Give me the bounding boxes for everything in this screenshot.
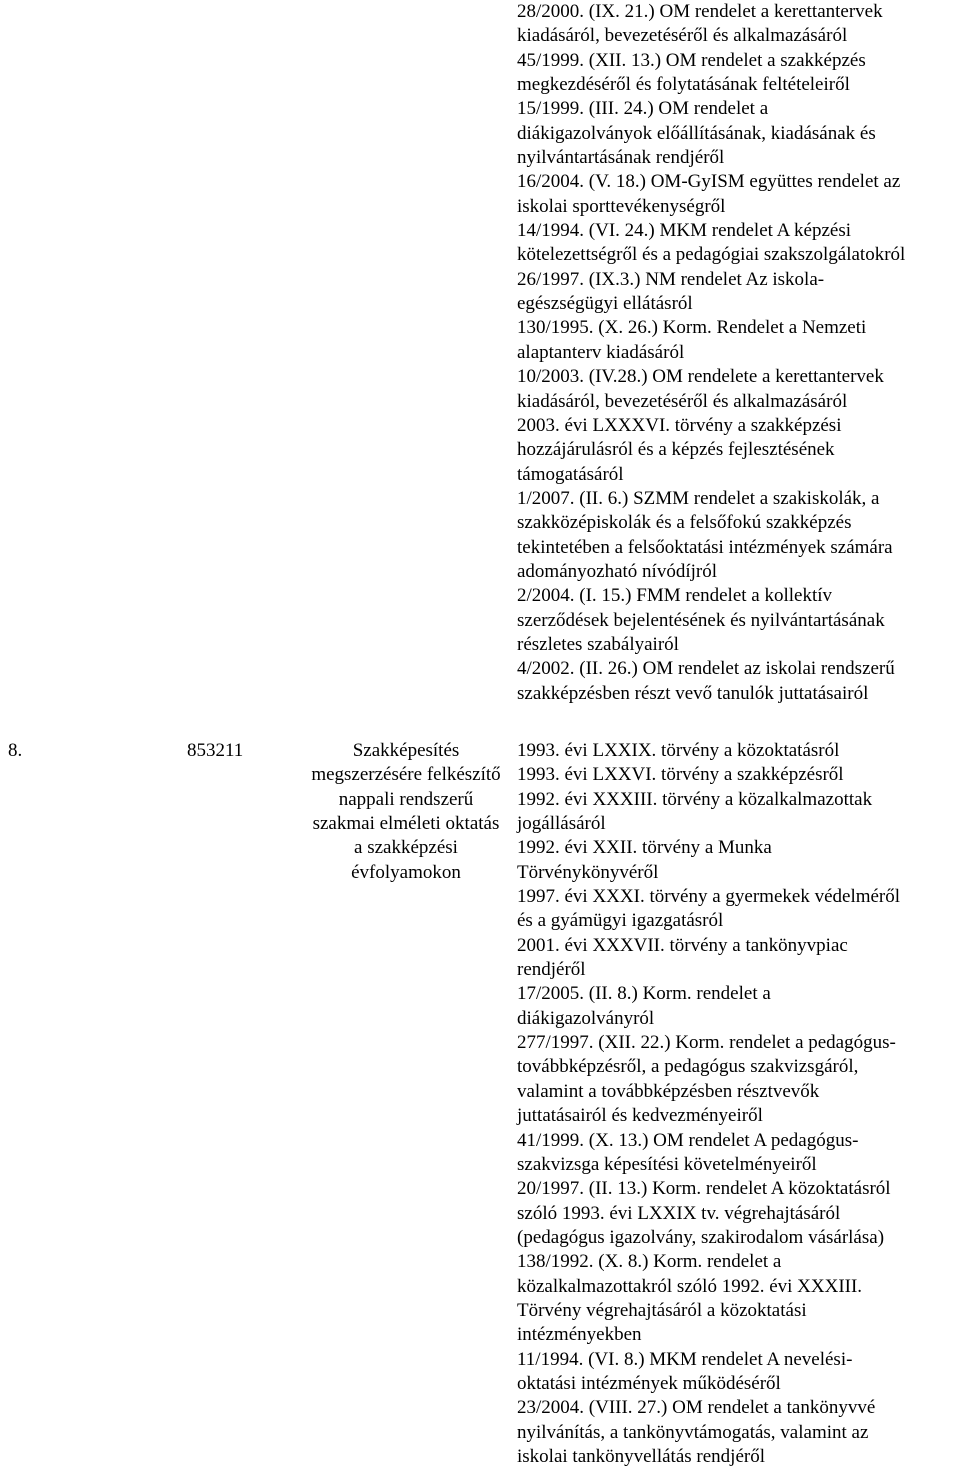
law-item: 15/1999. (III. 24.) OM rendelet a diákigazolványok előállításának, kiadásának és nyilvántartásának rendjéről [517,98,876,169]
law-item: 1993. évi LXXIX. törvény a közoktatásról [517,740,840,761]
activity-code: 853211 [187,740,244,761]
law-item: 17/2005. (II. 8.) Korm. rendelet a diákigazolványról [517,983,771,1029]
law-item: 16/2004. (V. 18.) OM-GyISM együttes rendelet az iskolai sporttevékenységről [517,171,901,217]
law-item: 2/2004. (I. 15.) FMM rendelet a kollektív szerződések bejelentésének és nyilvántartásának részletes szabályairól [517,585,885,655]
law-item: 45/1999. (XII. 13.) OM rendelet a szakképzés megkezdéséről és folytatásának feltételeiről [517,49,866,96]
law-list-row8 [517,739,957,1469]
law-item: 23/2004. (VIII. 27.) OM rendelet a tankönyvvé nyilvánítás, a tankönyvtámogatás, valamint az iskolai tankönyvellátás rendjéről [517,1397,876,1467]
law-item: 20/1997. (II. 13.) Korm. rendelet A közoktatásról szóló 1993. évi LXXIX tv. végrehajtásáról (pedagógus igazolvány, szakirodalom vásárlása) [517,1178,891,1248]
law-item: 2001. évi XXXVII. törvény a tankönyvpiac rendjéről [517,934,848,981]
law-item: 10/2003. (IV.28.) OM rendelete a kerettantervek kiadásáról, bevezetéséről és alkalmazásáról [517,366,884,412]
law-item: 28/2000. (IX. 21.) OM rendelet a kerettantervek kiadásáról, bevezetéséről és alkalmazásáról [517,1,883,47]
law-item: 14/1994. (VI. 24.) MKM rendelet A képzési kötelezettségről és a pedagógiai szakszolgálatokról [517,220,906,266]
law-item: 2003. évi LXXXVI. törvény a szakképzési hozzájárulásról és a képzés fejlesztésének támogatásáról [517,414,842,485]
law-item: 1993. évi LXXVI. törvény a szakképzésről [517,764,844,786]
law-item: 277/1997. (XII. 22.) Korm. rendelet a pedagógus- továbbképzésről, a pedagógus szakvizsgáról, valamint a továbbképzésben résztvevők juttatásairól és kedvezményeiről [517,1032,896,1127]
law-item: 26/1997. (IX.3.) NM rendelet Az iskola- egészségügyi ellátásról [517,268,825,315]
law-item: 130/1995. (X. 26.) Korm. Rendelet a Nemzeti alaptanterv kiadásáról [517,317,867,363]
law-item: 1997. évi XXXI. törvény a gyermekek védelméről és a gyámügyi igazgatásról [517,886,901,932]
law-item: 41/1999. (X. 13.) OM rendelet A pedagógus- szakvizsga képesítési követelményeiről [517,1129,859,1175]
law-item: 138/1992. (X. 8.) Korm. rendelet a közalkalmazottakról szóló 1992. évi XXXIII. Törvény végrehajtásáról a közoktatási intézményekben [517,1251,863,1346]
row-number: 8. [8,740,23,761]
activity-description: Szakképesítés megszerzésére felkészítő nappali rendszerű szakmai elméleti oktatás a szakképzési évfolyamokon [311,740,501,883]
law-item: 1992. évi XXII. törvény a Munka Törvénykönyvéről [517,837,772,883]
law-list-top [517,0,957,706]
law-item: 1/2007. (II. 6.) SZMM rendelet a szakiskolák, a szakközépiskolák és a felsőfokú szakképzés tekintetében a felsőoktatási intézmények számára adományozható nívódíjról [517,487,893,582]
law-item: 11/1994. (VI. 8.) MKM rendelet A nevelési- oktatási intézmények működéséről [517,1348,853,1394]
law-item: 1992. évi XXXIII. törvény a közalkalmazottak jogállásáról [517,788,873,835]
law-item: 4/2002. (II. 26.) OM rendelet az iskolai rendszerű szakképzésben részt vevő tanulók juttatásairól [517,658,895,704]
